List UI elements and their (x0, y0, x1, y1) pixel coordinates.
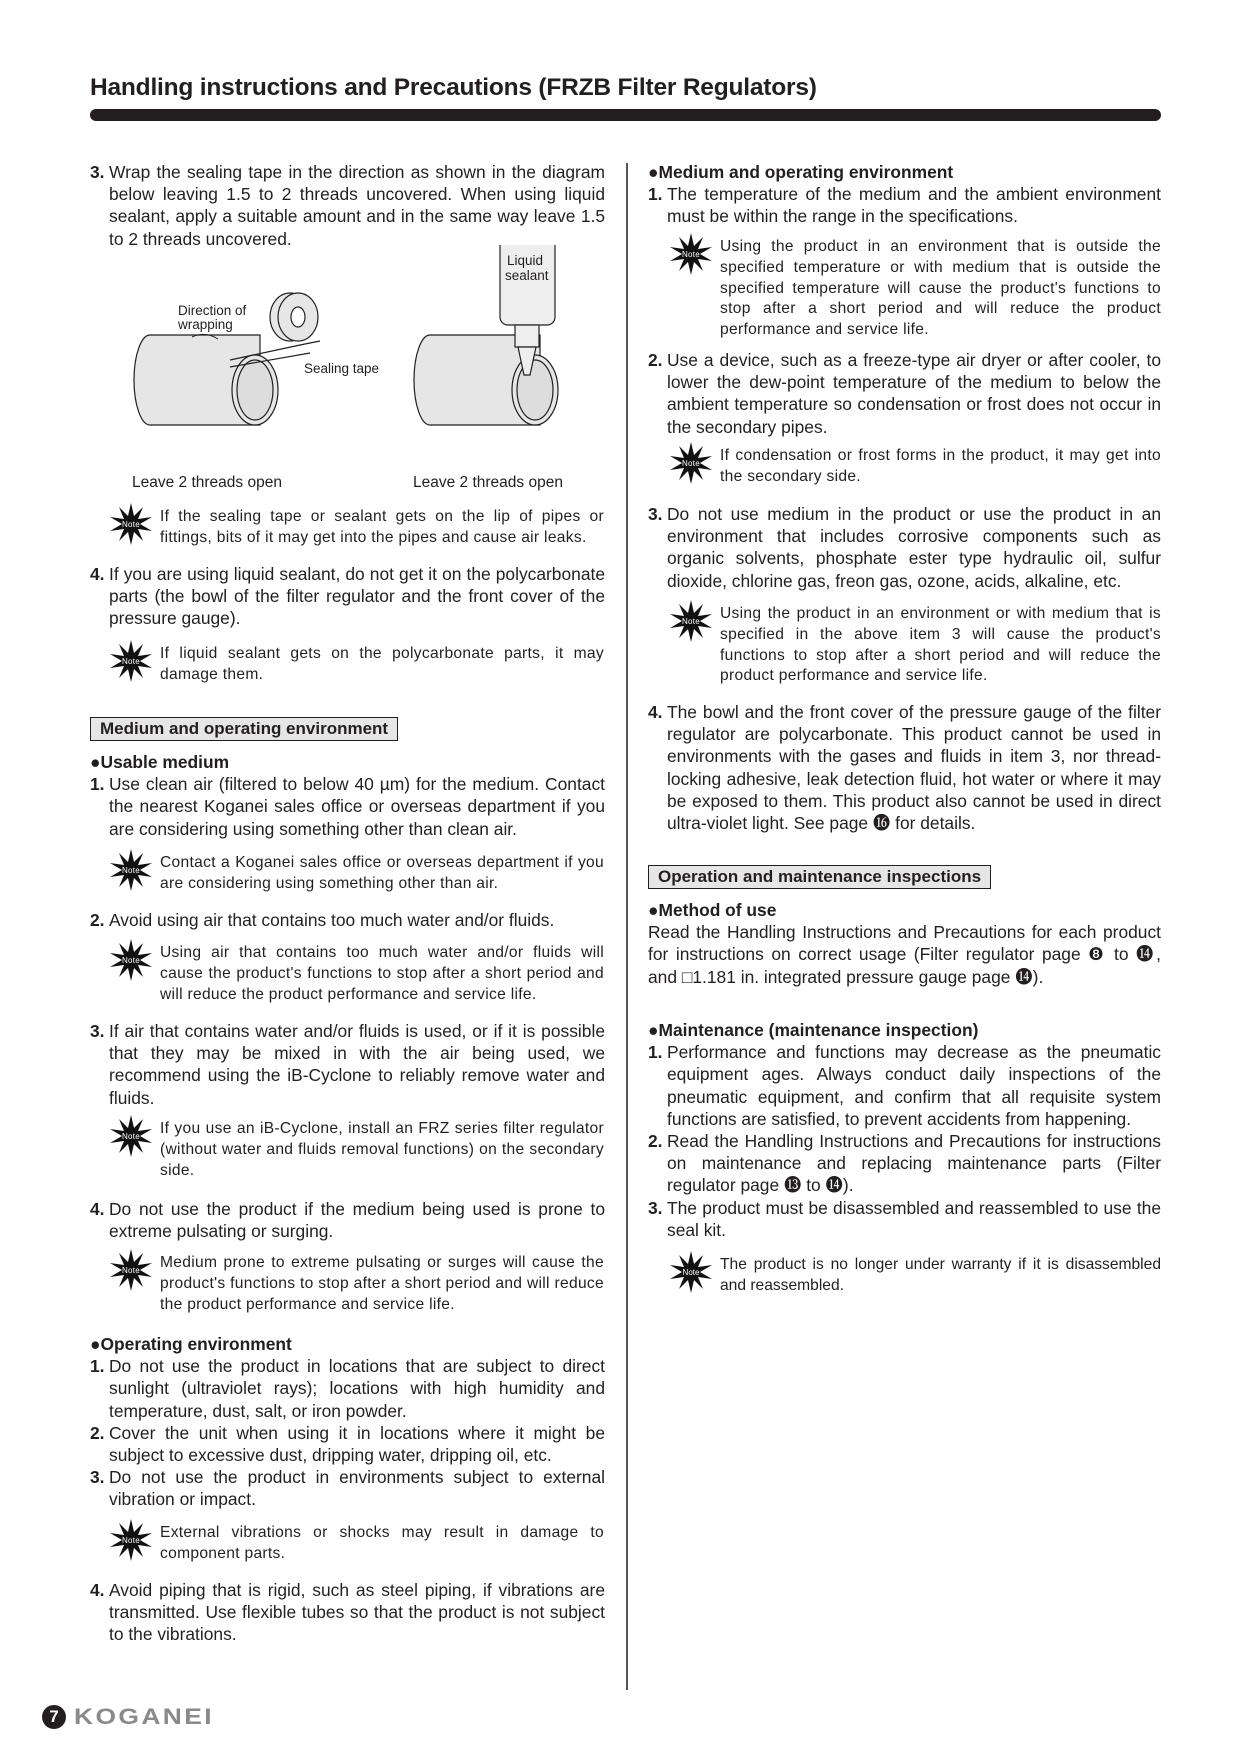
note (121, 853, 604, 895)
subheading: ●Usable medium (90, 752, 230, 772)
maintenance-section (648, 1019, 1161, 1241)
note-icon (110, 939, 152, 981)
list-item (90, 773, 605, 840)
item-text: Use a device, such as a freeze-type air dryer or after cooler, to lower the dew-point temperature of the medium to below the ambient temperature so condensation or frost does not occur in the secondary pipes. (667, 350, 1161, 437)
list-item (648, 183, 1161, 227)
title-rule (90, 109, 1161, 121)
item-text: The bowl and the front cover of the pressure gauge of the filter regulator are polycarbonate. This product cannot be used in environments with the gases and fluids in item 3, nor thread-locking adhesive, leak detection fluid, hot water or where it may be exposed to them. This product also cannot be used in direct ultra-violet light. See page ⓰ for details. (667, 702, 1161, 834)
note-text: If you use an iB-Cyclone, install an FRZ series filter regulator (without water and fluids removal functions) on the secondary side. (160, 1120, 604, 1179)
subheading: ●Operating environment (90, 1334, 292, 1354)
item-text: Avoid piping that is rigid, such as steel piping, if vibrations are transmitted. Use flexible tubes so that the product is not subject to the vibrations. (109, 1580, 605, 1645)
list-item (648, 1041, 1161, 1130)
note-icon (670, 600, 712, 642)
item-text: Do not use the product if the medium being used is prone to extreme pulsating or surging. (109, 1199, 605, 1242)
item-number: 1. (90, 1356, 105, 1377)
item-text: The product must be disassembled and reassembled to use the seal kit. (667, 1197, 1161, 1240)
leave-threads-label-right: Leave 2 threads open (413, 474, 563, 491)
svg-text:Note: Note (121, 1132, 141, 1141)
item-text: Wrap the sealing tape in the direction as shown in the diagram below leaving 1.5 to 2 threads uncovered. When using liquid sealant, apply a suitable amount and in the same way leave 1.5 to 2 threads uncovered. (109, 162, 605, 249)
operating-environment-section (90, 1333, 605, 1511)
note (681, 237, 1161, 341)
svg-text:Note: Note (121, 956, 141, 965)
item-text: Read the Handling Instructions and Precautions for instructions on maintenance and replacing maintenance parts (Filter regulator page ⓭ to ⓮). (667, 1131, 1161, 1196)
item-text: The temperature of the medium and the ambient environment must be within the range in the specifications. (667, 184, 1161, 227)
sealing-diagram (120, 245, 610, 495)
item-number: 1. (648, 1042, 663, 1063)
svg-text:Note: Note (121, 866, 141, 875)
item-text: If you are using liquid sealant, do not get it on the polycarbonate parts (the bowl of the filter regulator and the front cover of the pressure gauge). (109, 564, 605, 629)
note-icon (110, 1249, 152, 1291)
list-item (648, 701, 1161, 834)
item-text: Use clean air (filtered to below 40 µm) for the medium. Contact the nearest Koganei sales office or overseas department if you are considering using something other than clean air. (109, 774, 605, 839)
subheading: ●Method of use (648, 900, 777, 920)
note-icon (110, 1519, 152, 1561)
svg-text:Note: Note (121, 657, 141, 666)
list-item (90, 1355, 605, 1422)
item-text: If air that contains water and/or fluids is used, or if it is possible that they may be mixed in with the air being used, we recommend using the iB-Cyclone to reliably remove water and fluids. (109, 1021, 605, 1108)
note-text: Using the product in an environment or with medium that is specified in the above item 3 will cause the product's functions to stop after a short period and will reduce the product performance and service life. (720, 605, 1161, 685)
note (121, 943, 604, 1005)
list-item (648, 1197, 1161, 1241)
item-number: 1. (648, 184, 663, 205)
item-number: 1. (90, 774, 105, 795)
note-icon (670, 442, 712, 484)
svg-text:Note: Note (682, 1268, 700, 1277)
note-icon (110, 503, 152, 545)
svg-text:Note: Note (121, 1266, 141, 1275)
item-text: Do not use medium in the product or use the product in an environment that includes corrosive components such as organic solvents, phosphate ester type hydraulic oil, sulfur dioxide, chlorine gas, freon gas, ozone, acids, alkaline, etc. (667, 504, 1161, 591)
item-number: 2. (648, 350, 663, 370)
item-number: 2. (90, 910, 105, 930)
item-text: Cover the unit when using it in locations where it might be subject to excessive dust, dripping water, dripping oil, etc. (109, 1422, 605, 1466)
svg-text:Note: Note (121, 520, 141, 529)
subheading: ●Maintenance (maintenance inspection) (648, 1020, 979, 1040)
footer (42, 1704, 215, 1730)
list-item (648, 503, 1161, 592)
item-number: 3. (90, 1021, 105, 1041)
note-text: If the sealing tape or sealant gets on the lip of pipes or fittings, bits of it may get into the pipes and cause air leaks. (160, 508, 604, 546)
svg-text:Note: Note (681, 617, 701, 626)
svg-text:Note: Note (121, 1536, 141, 1545)
brand-logo: KOGANEI (74, 1704, 215, 1729)
item-number: 3. (648, 1197, 663, 1218)
section-header: Operation and maintenance inspections (648, 865, 991, 889)
column-divider (626, 163, 628, 1690)
note-icon (670, 233, 712, 275)
note-text: Contact a Koganei sales office or overseas department if you are considering using something other than air. (160, 854, 604, 892)
note-icon (110, 640, 152, 682)
sealing-tape-label: Sealing tape (304, 361, 380, 376)
note (121, 1253, 604, 1315)
list-item (90, 563, 605, 630)
sealant-label: sealant (505, 268, 549, 283)
note (121, 1523, 604, 1565)
note-text: Using air that contains too much water and/or fluids will cause the product's functions to stop after a short period and will reduce the product performance and service life. (160, 944, 604, 1003)
note-icon (670, 1251, 712, 1293)
note-text: Using the product in an environment that is outside the specified temperature or with medium that is outside the specified temperature will cause the product's functions to stop after a short period and will reduce the product performance and service life. (720, 238, 1161, 339)
item-number: 4. (90, 1199, 105, 1219)
item-text: Performance and functions may decrease as the pneumatic equipment ages. Always conduct daily inspections of the pneumatic equipment, and confirm that all requisite system functions are satisfied, to prevent accidents from happening. (667, 1042, 1161, 1129)
subheading: ●Medium and operating environment (648, 162, 954, 182)
note (121, 644, 604, 686)
list-item (90, 1422, 605, 1466)
list-item (90, 1466, 605, 1510)
item-number: 4. (648, 702, 663, 722)
note (121, 507, 604, 549)
leave-threads-label-left: Leave 2 threads open (132, 474, 282, 491)
direction-label-2: wrapping (178, 317, 233, 332)
section-header: Medium and operating environment (90, 717, 398, 741)
list-item (90, 909, 605, 931)
note (681, 446, 1161, 488)
item-number: 4. (90, 1580, 105, 1600)
note-icon (110, 849, 152, 891)
svg-text:Note: Note (681, 250, 701, 259)
direction-label: Direction of (178, 303, 247, 318)
note-text: Medium prone to extreme pulsating or surges will cause the product's functions to stop after a short period and will reduce the product performance and service life. (160, 1254, 604, 1313)
page-title: Handling instructions and Precautions (FRZB Filter Regulators) (90, 74, 817, 101)
note-icon (110, 1115, 152, 1157)
liquid-label: Liquid (507, 253, 544, 268)
list-item (90, 1579, 605, 1646)
item-number: 2. (90, 1422, 105, 1443)
item-number: 3. (648, 504, 663, 524)
item-number: 3. (90, 1467, 105, 1488)
note (121, 1119, 604, 1181)
list-item (648, 349, 1161, 438)
page-number: 7 (42, 1705, 66, 1729)
note-text: The product is no longer under warranty if it is disassembled and reassembled. (720, 1256, 1161, 1294)
note (682, 1255, 1161, 1297)
item-number: 3. (90, 162, 105, 182)
item-number: 4. (90, 564, 105, 584)
list-item (648, 1130, 1161, 1197)
item-number: 2. (648, 1131, 663, 1152)
svg-text:Note: Note (681, 459, 701, 468)
note-text: If liquid sealant gets on the polycarbonate parts, it may damage them. (160, 645, 604, 683)
item-text: Do not use the product in locations that are subject to direct sunlight (ultraviolet rays); locations with high humidity and temperature, dust, salt, or iron powder. (109, 1356, 605, 1421)
list-item (90, 1020, 605, 1109)
paragraph: Read the Handling Instructions and Precautions for each product for instructions on correct usage (Filter regulator page ❽ to ⓮, and □1.181 in. integrated pressure gauge page ⓮). (648, 922, 1161, 987)
note-text: If condensation or frost forms in the product, it may get into the secondary side. (720, 447, 1161, 485)
list-item (90, 1198, 605, 1242)
method-of-use-section (648, 899, 1161, 988)
note (681, 604, 1161, 687)
item-text: Do not use the product in environments subject to external vibration or impact. (109, 1467, 605, 1510)
medium-environment-section (648, 161, 1161, 228)
item-text: Avoid using air that contains too much water and/or fluids. (109, 910, 555, 930)
usable-medium-section (90, 751, 605, 840)
note-text: External vibrations or shocks may result in damage to component parts. (160, 1524, 604, 1562)
list-item (90, 161, 605, 250)
